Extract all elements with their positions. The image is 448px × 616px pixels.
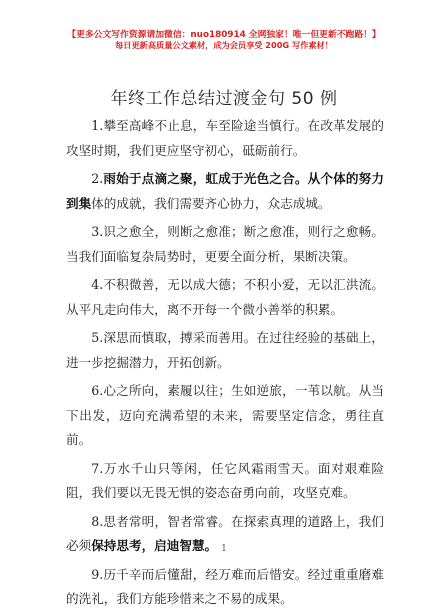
paragraph-text: 思者常明，智者常睿。在探索真理的道路上，我们必须 bbox=[66, 513, 384, 553]
paragraph-number: 3. bbox=[91, 224, 104, 239]
paragraph-bold-text: 雨始于点滴之聚，虹成于光色之合。从个体的努力到集 bbox=[66, 171, 384, 211]
paragraph-number: 4. bbox=[91, 277, 104, 292]
paragraph-number: 2. bbox=[91, 171, 104, 186]
document-body bbox=[66, 114, 384, 616]
paragraph-text: 识之愈全，则断之愈准；断之愈准，则行之愈畅。当我们面临复杂局势时，更要全面分析，果断决策。 bbox=[66, 224, 384, 264]
paragraph-4 bbox=[66, 273, 384, 322]
paragraph-1 bbox=[66, 114, 384, 163]
paragraph-7 bbox=[66, 457, 384, 506]
paragraph-text: 心之所向，素履以往；生如逆旅，一苇以航。从当下出发，迈向充满希望的未来，需要坚定信念，勇往直前。 bbox=[66, 383, 384, 447]
page-number: 1 bbox=[221, 544, 227, 554]
paragraph-text: 万水千山只等闲，任它风霜雨雪天。面对艰难险阻，我们要以无畏无惧的姿态奋勇向前，攻坚克难。 bbox=[66, 460, 384, 500]
paragraph-text: 不积微善，无以成大德；不积小爱，无以汇洪流。从平凡走向伟大，离不开每一个微小善举的积累。 bbox=[66, 277, 384, 317]
paragraph-number: 1. bbox=[91, 118, 104, 133]
paragraph-number: 7. bbox=[91, 460, 104, 476]
paragraph-2 bbox=[66, 167, 384, 216]
paragraph-bold-text: 保持思考，启迪智慧。 bbox=[91, 538, 218, 553]
paragraph-text: 历千辛而后懂甜，经万难而后惜安。经过重重磨难的洗礼，我们方能珍惜来之不易的成果。 bbox=[66, 566, 384, 606]
paragraph-5 bbox=[66, 326, 384, 375]
paragraph-9 bbox=[66, 563, 384, 612]
paragraph-text: 体的成就，我们需要齐心协力，众志成城。 bbox=[91, 195, 331, 211]
promo-banner-line-1: 【更多公文写作资源请加微信：nuo180914 全网独家！唯一但更新不跑路！】 bbox=[67, 30, 381, 40]
paragraph-number: 9. bbox=[91, 566, 104, 582]
paragraph-text: 攀至高峰不止息，车至险途当慎行。在改革发展的攻坚时期，我们更应坚守初心，砥砺前行。 bbox=[66, 118, 384, 158]
document-title: 年终工作总结过渡金句 50 例 bbox=[110, 89, 338, 109]
promo-banner-line-2: 每日更新高质量公文素材，成为会员享受 200G 写作素材！ bbox=[115, 40, 333, 50]
paragraph-6 bbox=[66, 379, 384, 453]
paragraph-number: 8. bbox=[91, 513, 104, 529]
paragraph-text: 深思而慎取，搏采而善用。在过往经验的基础上，进一步挖掘潜力，开拓创新。 bbox=[66, 330, 384, 370]
paragraph-number: 6. bbox=[91, 383, 104, 398]
paragraph-number: 5. bbox=[91, 330, 104, 345]
paragraph-3 bbox=[66, 220, 384, 269]
